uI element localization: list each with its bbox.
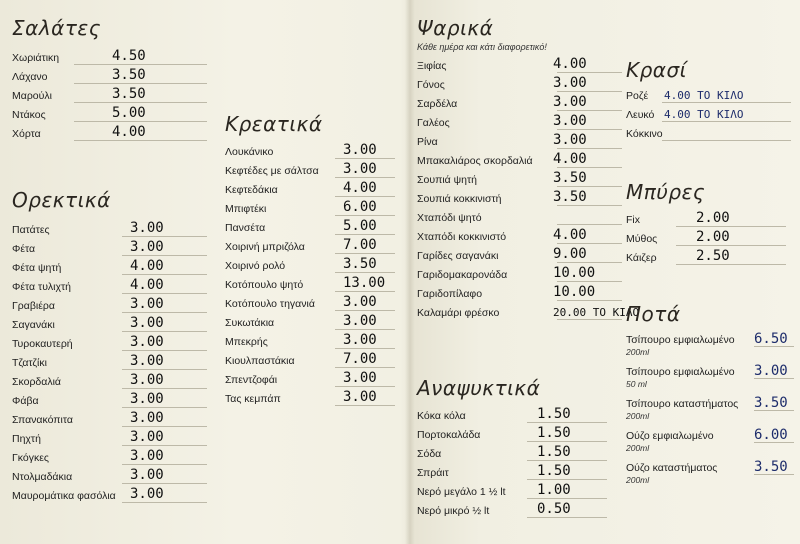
menu-item (417, 56, 627, 75)
price-line (662, 121, 791, 122)
item-name: Τας κεμπάπ (225, 393, 281, 405)
item-name: Σκορδαλιά (12, 376, 61, 388)
menu-item (12, 258, 217, 277)
item-price: 3.50 (754, 395, 788, 411)
price-line (527, 498, 607, 499)
item-volume-note: 200ml (626, 475, 650, 485)
item-price: 1.50 (537, 406, 571, 422)
item-name: Γραβιέρα (12, 300, 55, 312)
price-line (122, 369, 207, 370)
item-price: 3.50 (343, 256, 377, 272)
item-price: 2.00 (696, 210, 730, 226)
item-name: Γαλέος (417, 117, 450, 129)
menu-item (12, 353, 217, 372)
price-line (122, 331, 207, 332)
item-name: Ροζέ (626, 90, 649, 102)
menu-item (225, 237, 405, 256)
menu-item (417, 132, 627, 151)
item-price: 3.00 (130, 429, 164, 445)
item-price: 6.00 (754, 427, 788, 443)
item-price: 3.00 (130, 315, 164, 331)
item-name: Μύθος (626, 233, 658, 245)
item-price: 3.00 (553, 113, 587, 129)
item-price: 1.00 (537, 482, 571, 498)
price-line (122, 445, 207, 446)
item-price: 3.00 (343, 389, 377, 405)
menu-item (626, 364, 796, 396)
section-title-beers: Μπύρες (626, 180, 706, 204)
price-line (335, 310, 395, 311)
item-name: Μπακαλιάρος σκορδαλιά (417, 155, 533, 167)
menu-item (626, 105, 796, 124)
item-name: Τυροκαυτερή (12, 338, 73, 350)
item-price: 3.00 (130, 410, 164, 426)
price-line (557, 110, 622, 111)
price-line (335, 196, 395, 197)
price-line (335, 291, 395, 292)
item-price: 3.00 (130, 486, 164, 502)
price-line (74, 102, 207, 103)
item-price: 1.50 (537, 463, 571, 479)
item-name: Γαριδοπίλαφο (417, 288, 483, 300)
price-line (527, 441, 607, 442)
price-line (557, 224, 622, 225)
menu-item (225, 313, 405, 332)
item-name: Γαριδομακαρονάδα (417, 269, 508, 281)
item-price: 3.50 (112, 67, 146, 83)
item-price: 3.00 (343, 294, 377, 310)
item-price: 4.00 (112, 124, 146, 140)
item-price: 6.00 (343, 199, 377, 215)
price-line (122, 350, 207, 351)
price-line (335, 177, 395, 178)
menu-item (225, 199, 405, 218)
item-price: 3.00 (130, 334, 164, 350)
price-line (122, 388, 207, 389)
item-price: 10.00 (553, 284, 596, 300)
menu-item (12, 296, 217, 315)
item-price: 13.00 (343, 275, 386, 291)
menu-item (12, 220, 217, 239)
item-price: 9.00 (553, 246, 587, 262)
price-line (74, 121, 207, 122)
price-line (557, 129, 622, 130)
section-subtitle-fish: Κάθε ημέρα και κάτι διαφορετικό! (417, 42, 547, 52)
price-line (557, 262, 622, 263)
item-price: 3.00 (130, 220, 164, 236)
menu-item (417, 75, 627, 94)
menu-item (12, 67, 217, 86)
menu-item (225, 180, 405, 199)
item-name: Σόδα (417, 448, 442, 460)
item-price: 3.00 (343, 161, 377, 177)
price-line (676, 245, 786, 246)
item-name: Νερό μεγάλο 1 ½ lt (417, 486, 506, 498)
item-price: 5.00 (343, 218, 377, 234)
menu-item (417, 425, 627, 444)
item-name: Τσίπουρο εμφιαλωμένο (626, 366, 735, 378)
item-name: Ντάκος (12, 109, 46, 121)
menu-item (12, 86, 217, 105)
item-name: Χοιρινή μπριζόλα (225, 241, 305, 253)
menu-item (12, 448, 217, 467)
item-name: Φέτα (12, 243, 36, 255)
item-name: Χοιρινό ρολό (225, 260, 286, 272)
item-price: 4.00 ΤΟ ΚΙΛΟ (664, 89, 744, 102)
price-line (122, 312, 207, 313)
price-line (557, 72, 622, 73)
item-name: Σπανακόπιτα (12, 414, 73, 426)
item-price: 4.00 ΤΟ ΚΙΛΟ (664, 108, 744, 121)
item-name: Πηχτή (12, 433, 41, 445)
menu-item (12, 391, 217, 410)
menu-item (417, 482, 627, 501)
price-line (527, 422, 607, 423)
beers-list (626, 210, 796, 267)
item-price: 4.00 (130, 277, 164, 293)
menu-item (225, 294, 405, 313)
price-line (335, 367, 395, 368)
price-line (557, 319, 622, 320)
item-price: 3.00 (130, 448, 164, 464)
price-line (335, 348, 395, 349)
item-price: 3.00 (130, 353, 164, 369)
menu-item (417, 170, 627, 189)
section-title-appetizers: Ορεκτικά (12, 188, 111, 212)
price-line (122, 255, 207, 256)
item-price: 3.00 (553, 94, 587, 110)
item-name: Σπράιτ (417, 467, 449, 479)
appetizers-list (12, 220, 217, 505)
item-price: 4.50 (112, 48, 146, 64)
menu-item (225, 256, 405, 275)
section-title-meats: Κρεατικά (225, 112, 323, 136)
menu-item (626, 229, 796, 248)
price-line (122, 407, 207, 408)
section-title-fish: Ψαρικά (417, 16, 494, 40)
menu-item (225, 142, 405, 161)
item-price: 4.00 (343, 180, 377, 196)
price-line (74, 140, 207, 141)
price-line (527, 517, 607, 518)
price-line (122, 502, 207, 503)
meats-list (225, 142, 405, 408)
menu-item (12, 429, 217, 448)
menu-item (12, 277, 217, 296)
item-name: Τσίπουρο εμφιαλωμένο (626, 334, 735, 346)
section-salads (12, 16, 217, 143)
section-title-wine: Κρασί (626, 58, 687, 82)
item-name: Χωριάτικη (12, 52, 60, 64)
price-line (122, 483, 207, 484)
item-price: 6.50 (754, 331, 788, 347)
item-name: Fix (626, 214, 640, 226)
menu-item (225, 161, 405, 180)
menu-item (225, 370, 405, 389)
menu-item (626, 428, 796, 460)
section-soft-drinks (417, 376, 627, 520)
price-line (122, 464, 207, 465)
item-name: Ντολμαδάκια (12, 471, 73, 483)
section-title-soft-drinks: Αναψυκτικά (417, 376, 541, 400)
item-name: Γαρίδες σαγανάκι (417, 250, 499, 262)
price-line (335, 386, 395, 387)
section-title-drinks: Ποτά (626, 302, 681, 326)
item-name: Χόρτα (12, 128, 41, 140)
menu-item (626, 248, 796, 267)
item-price: 4.00 (553, 227, 587, 243)
price-line (74, 64, 207, 65)
section-appetizers (12, 188, 217, 505)
price-line (557, 300, 622, 301)
item-name: Κόκα κόλα (417, 410, 466, 422)
item-price: 3.50 (553, 170, 587, 186)
item-name: Φάβα (12, 395, 39, 407)
item-name: Κοτόπουλο ψητό (225, 279, 304, 291)
item-name: Ξιφίας (417, 60, 447, 72)
menu-item (225, 389, 405, 408)
item-name: Καλαμάρι φρέσκο (417, 307, 500, 319)
menu-item (417, 284, 627, 303)
menu-item (626, 210, 796, 229)
price-line (335, 234, 395, 235)
item-name: Σαγανάκι (12, 319, 55, 331)
menu-item (12, 239, 217, 258)
price-line (557, 167, 622, 168)
item-name: Κεφτέδες με σάλτσα (225, 165, 319, 177)
item-name: Σπεντζοφάι (225, 374, 278, 386)
item-name: Σουπιά κοκκινιστή (417, 193, 502, 205)
section-drinks (626, 302, 796, 492)
item-name: Μπιφτέκι (225, 203, 267, 215)
item-name: Μπεκρής (225, 336, 268, 348)
item-name: Κάιζερ (626, 252, 657, 264)
item-name: Ούζο εμφιαλωμένο (626, 430, 714, 442)
item-name: Πορτοκαλάδα (417, 429, 481, 441)
item-price: 5.00 (112, 105, 146, 121)
price-line (557, 243, 622, 244)
item-price: 3.00 (754, 363, 788, 379)
item-price: 3.00 (343, 142, 377, 158)
item-name: Τσίπουρο καταστήματος (626, 398, 739, 410)
price-line (335, 272, 395, 273)
item-price: 3.50 (754, 459, 788, 475)
price-line (122, 274, 207, 275)
section-meats (225, 112, 405, 408)
menu-item (417, 189, 627, 208)
item-price: 0.50 (537, 501, 571, 517)
price-line (527, 460, 607, 461)
item-price: 3.00 (343, 370, 377, 386)
item-name: Φέτα ψητή (12, 262, 62, 274)
menu-item (626, 460, 796, 492)
item-price: 3.00 (553, 75, 587, 91)
menu-item (626, 332, 796, 364)
menu-item (417, 208, 627, 227)
menu-item (417, 303, 640, 322)
price-line (557, 91, 622, 92)
item-price: 2.00 (696, 229, 730, 245)
drinks-list (626, 332, 796, 492)
item-price: 3.00 (553, 132, 587, 148)
salads-list (12, 48, 217, 143)
price-line (662, 102, 791, 103)
menu-item (225, 332, 405, 351)
menu-item (417, 501, 627, 520)
item-price: 4.00 (553, 151, 587, 167)
wine-list (626, 86, 796, 143)
item-price: 7.00 (343, 351, 377, 367)
price-line (676, 226, 786, 227)
price-line (335, 329, 395, 330)
section-title-salads: Σαλάτες (12, 16, 101, 40)
menu-item (626, 124, 796, 143)
item-price: 3.50 (112, 86, 146, 102)
item-name: Κόκκινο (626, 128, 663, 140)
item-name: Συκωτάκια (225, 317, 275, 329)
menu-item (225, 351, 405, 370)
price-line (527, 479, 607, 480)
item-price: 3.00 (130, 372, 164, 388)
item-name: Κοτόπουλο τηγανιά (225, 298, 315, 310)
page-fold (405, 0, 415, 544)
menu-item (12, 410, 217, 429)
item-volume-note: 200ml (626, 443, 650, 453)
item-price: 3.00 (130, 239, 164, 255)
item-name: Μαυρομάτικα φασόλια (12, 490, 116, 502)
item-price: 1.50 (537, 444, 571, 460)
menu-item (417, 151, 627, 170)
item-price: 3.00 (343, 332, 377, 348)
item-volume-note: 50 ml (626, 379, 647, 389)
menu-item (12, 467, 217, 486)
item-name: Μαρούλι (12, 90, 52, 102)
menu-item (12, 315, 217, 334)
price-line (122, 236, 207, 237)
item-name: Σουπιά ψητή (417, 174, 477, 186)
price-line (662, 140, 791, 141)
item-name: Πανσέτα (225, 222, 266, 234)
price-line (557, 148, 622, 149)
price-line (557, 205, 622, 206)
item-price: 3.00 (130, 391, 164, 407)
menu-item (12, 105, 217, 124)
item-name: Χταπόδι κοκκινιστό (417, 231, 507, 243)
item-volume-note: 200ml (626, 411, 650, 421)
item-price: 3.00 (130, 467, 164, 483)
item-price: 10.00 (553, 265, 596, 281)
item-price: 1.50 (537, 425, 571, 441)
item-name: Πατάτες (12, 224, 50, 236)
item-price: 7.00 (343, 237, 377, 253)
menu-item (12, 48, 217, 67)
menu-item (417, 406, 627, 425)
menu-item (12, 486, 217, 505)
menu-item (12, 124, 217, 143)
menu-item (225, 275, 405, 294)
menu-item (417, 463, 627, 482)
item-name: Κεφτεδάκια (225, 184, 278, 196)
item-name: Γόνος (417, 79, 445, 91)
menu-item (626, 86, 796, 105)
price-line (122, 293, 207, 294)
item-price: 2.50 (696, 248, 730, 264)
item-price: 4.00 (130, 258, 164, 274)
price-line (557, 281, 622, 282)
price-line (74, 83, 207, 84)
price-line (122, 426, 207, 427)
price-line (676, 264, 786, 265)
menu-item (626, 396, 796, 428)
section-wine (626, 58, 796, 143)
menu-item (417, 246, 627, 265)
menu-item (225, 218, 405, 237)
item-name: Λάχανο (12, 71, 48, 83)
price-line (557, 186, 622, 187)
menu-item (12, 372, 217, 391)
price-line (335, 405, 395, 406)
item-name: Ούζο καταστήματος (626, 462, 718, 474)
item-name: Κιουλπαστάκια (225, 355, 295, 367)
item-name: Φέτα τυλιχτή (12, 281, 72, 293)
menu-item (417, 444, 627, 463)
item-price: 4.00 (553, 56, 587, 72)
price-line (335, 158, 395, 159)
item-name: Γκόγκες (12, 452, 49, 464)
item-name: Τζατζίκι (12, 357, 47, 369)
price-line (335, 253, 395, 254)
menu-item (417, 227, 627, 246)
item-price: 3.00 (130, 296, 164, 312)
item-volume-note: 200ml (626, 347, 650, 357)
menu-item (417, 265, 627, 284)
soft-drinks-list (417, 406, 627, 520)
price-line (335, 215, 395, 216)
item-name: Λουκάνικο (225, 146, 274, 158)
item-price: 20.00 ΤΟ ΚΙΛΟ (553, 306, 640, 319)
item-name: Σαρδέλα (417, 98, 458, 110)
item-name: Χταπόδι ψητό (417, 212, 482, 224)
item-name: Λευκό (626, 109, 655, 121)
menu-item (12, 334, 217, 353)
item-name: Νερό μικρό ½ lt (417, 505, 490, 517)
menu-item (417, 113, 627, 132)
section-beers (626, 180, 796, 267)
menu-item (417, 94, 627, 113)
item-price: 3.50 (553, 189, 587, 205)
item-name: Ρίνα (417, 136, 438, 148)
item-price: 3.00 (343, 313, 377, 329)
